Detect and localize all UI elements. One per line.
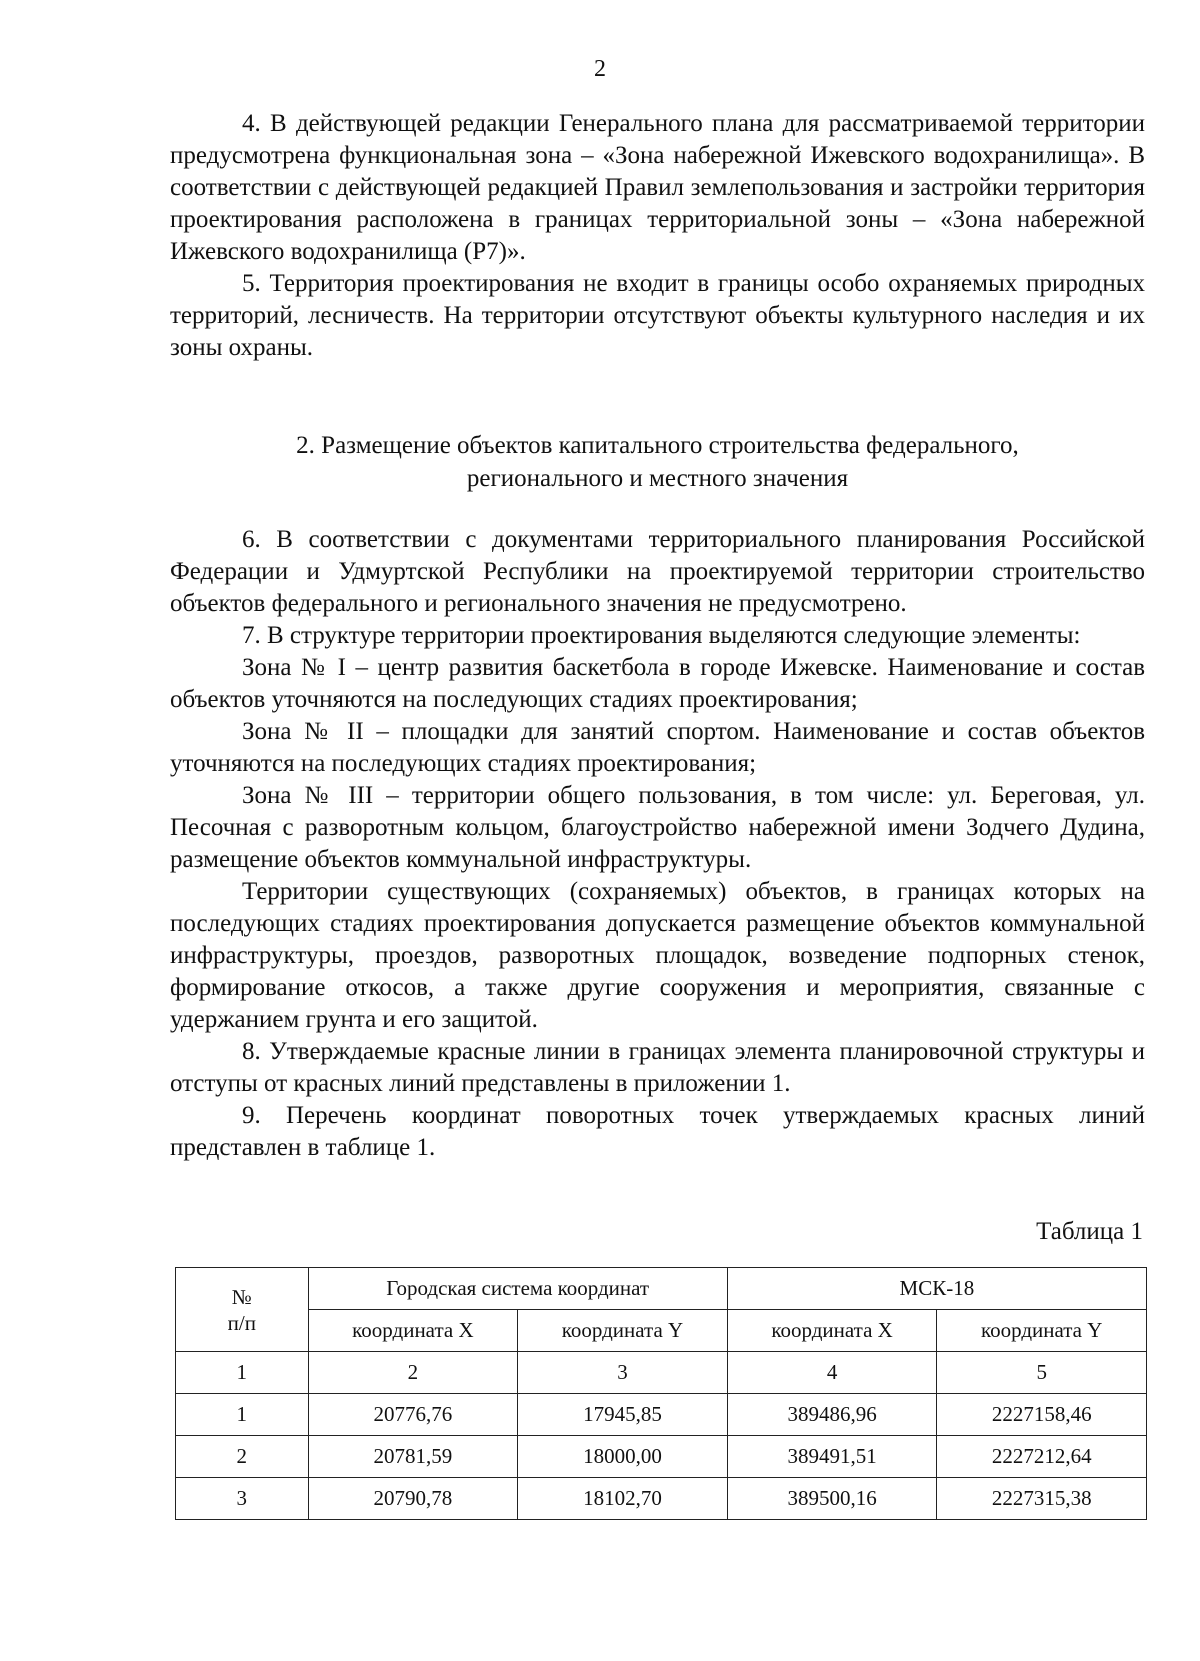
table-caption: Таблица 1 [1036, 1218, 1143, 1245]
table-row [176, 1478, 1147, 1520]
paragraph-4: 4. В действующей редакции Генерального плана для рассматриваемой территории предусмотрена функциональная зона – «Зона набережной Ижевского водохранилища». В соответствии с действующей редакцией Правил землепользования и застройки территория проектирования расположена в границах территориальной зоны – «Зона набережной Ижевского водохранилища (Р7)». [170, 110, 1145, 265]
city-x-value: 20781,59 [308, 1436, 518, 1478]
section-heading [170, 429, 1145, 495]
zone-3-paragraph: Зона № III – территории общего пользования, в том числе: ул. Береговая, ул. Песочная с разворотным кольцом, благоустройство набережной имени Зодчего Дудина, размещение объектов коммунальной инфраструктуры. [170, 782, 1145, 873]
msk-y-value: 2227212,64 [937, 1436, 1147, 1478]
row-number: 2 [176, 1436, 309, 1478]
city-y-value: 18102,70 [518, 1478, 728, 1520]
page-number: 2 [594, 56, 606, 82]
coordinates-table [175, 1267, 1147, 1520]
paragraphs-top [170, 108, 1145, 364]
paragraph-6: 6. В соответствии с документами территориального планирования Российской Федерации и Удмуртской Республики на проектируемой территории строительство объектов федерального и регионального значения не предусмотрено. [170, 526, 1145, 617]
paragraph-7: 7. В структуре территории проектирования выделяются следующие элементы: [242, 622, 1081, 649]
existing-objects-paragraph: Территории существующих (сохраняемых) объектов, в границах которых на последующих стадиях проектирования допускается размещение объектов коммунальной инфраструктуры, проездов, разворотных площадок, возведение подпорных стенок, формирование откосов, а также другие сооружения и мероприятия, связанные с удержанием грунта и его защитой. [170, 878, 1145, 1033]
table-header-row-1 [176, 1268, 1147, 1310]
column-number: 5 [937, 1352, 1147, 1394]
header-city-x: координата X [308, 1310, 518, 1352]
header-city-y: координата Y [518, 1310, 728, 1352]
table-header-row-2 [176, 1310, 1147, 1352]
paragraph-5: 5. Территория проектирования не входит в границы особо охраняемых природных территорий, лесничеств. На территории отсутствуют объекты культурного наследия и их зоны охраны. [170, 270, 1145, 361]
section-heading-line2: регионального и местного значения [466, 465, 849, 492]
paragraph-9: 9. Перечень координат поворотных точек утверждаемых красных линий представлен в таблице 1. [170, 1102, 1145, 1161]
header-msk-y: координата Y [937, 1310, 1147, 1352]
column-number: 3 [518, 1352, 728, 1394]
msk-y-value: 2227158,46 [937, 1394, 1147, 1436]
table-row [176, 1436, 1147, 1478]
header-msk-x: координата X [727, 1310, 937, 1352]
header-number-symbol: № [231, 1284, 252, 1309]
header-number-abbrev: п/п [227, 1310, 256, 1335]
paragraphs-bottom [170, 524, 1145, 1164]
zone-2-paragraph: Зона № II – площадки для занятий спортом. Наименование и состав объектов уточняются на последующих стадиях проектирования; [170, 718, 1145, 777]
header-number-cell [176, 1268, 309, 1352]
column-number-row [176, 1352, 1147, 1394]
zone-1-paragraph: Зона № I – центр развития баскетбола в городе Ижевске. Наименование и состав объектов уточняются на последующих стадиях проектирования; [170, 654, 1145, 713]
msk-x-value: 389500,16 [727, 1478, 937, 1520]
column-number: 2 [308, 1352, 518, 1394]
city-x-value: 20790,78 [308, 1478, 518, 1520]
msk-y-value: 2227315,38 [937, 1478, 1147, 1520]
paragraph-8: 8. Утверждаемые красные линии в границах элемента планировочной структуры и отступы от красных линий представлены в приложении 1. [170, 1038, 1145, 1097]
header-city-system: Городская система координат [308, 1268, 727, 1310]
city-y-value: 17945,85 [518, 1394, 728, 1436]
row-number: 3 [176, 1478, 309, 1520]
row-number: 1 [176, 1394, 309, 1436]
column-number: 1 [176, 1352, 309, 1394]
msk-x-value: 389486,96 [727, 1394, 937, 1436]
table-row [176, 1394, 1147, 1436]
msk-x-value: 389491,51 [727, 1436, 937, 1478]
header-msk-system: МСК-18 [727, 1268, 1146, 1310]
city-y-value: 18000,00 [518, 1436, 728, 1478]
city-x-value: 20776,76 [308, 1394, 518, 1436]
section-heading-line1: 2. Размещение объектов капитального строительства федерального, [296, 432, 1019, 459]
column-number: 4 [727, 1352, 937, 1394]
